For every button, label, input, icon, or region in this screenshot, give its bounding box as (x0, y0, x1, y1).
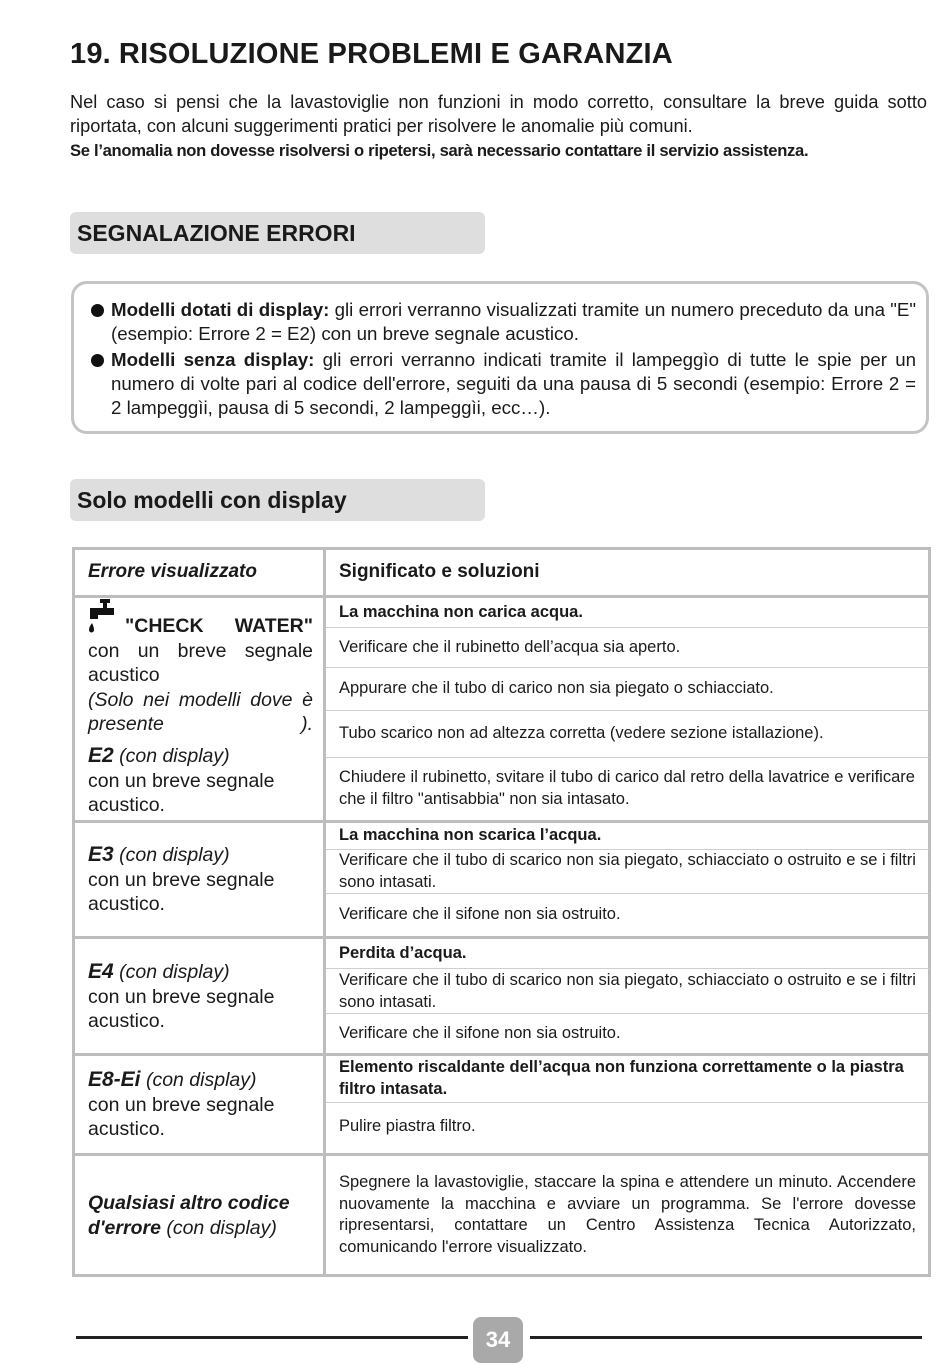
table-row-divider (72, 820, 931, 823)
sub-row-divider (326, 667, 929, 668)
error-code: E2 (88, 744, 114, 767)
section-header-errors: SEGNALAZIONE ERRORI (70, 212, 485, 254)
sub-row-divider (326, 1013, 929, 1014)
bullet-dot-icon (91, 304, 104, 317)
intro-text: Nel caso si pensi che la lavastoviglie non funzioni in modo corretto, consultare la breve guida sotto riportata, con alcuni suggerimenti pratici per risolvere le anomalie più comuni. (70, 92, 927, 136)
error-meaning-title: La macchina non carica acqua. (339, 603, 583, 621)
sub-row-divider (326, 1102, 929, 1103)
section-header-display-models: Solo modelli con display (70, 479, 485, 521)
error-code: E8-Ei (88, 1068, 141, 1091)
error-info-box (71, 281, 929, 434)
beep-text: con un breve segnale acustico. (88, 1093, 275, 1140)
error-meaning-title: La macchina non scarica l’acqua. (339, 826, 602, 844)
error-cell-e3 (88, 843, 313, 917)
error-cell-other-codes (88, 1191, 313, 1240)
display-note: (con display) (113, 745, 230, 767)
solution-item: Spegnere la lavastoviglie, staccare la spina e attendere un minuto. Accendere nuovamente la macchina e avviare un programma. Se l'errore dovesse ripresentarsi, contattare un Centro Assistenza Tecnica Autorizzato, comunicando l'errore visualizzato. (339, 1173, 916, 1256)
bullet-dot-icon (91, 354, 104, 367)
table-header-meaning: Significato e soluzioni (339, 561, 540, 582)
error-cell-check-water (88, 614, 313, 737)
error-code: E3 (88, 843, 114, 866)
beep-text: con un breve segnale acustico. (88, 985, 275, 1032)
bullet-label: Modelli senza display: (111, 349, 315, 370)
check-water-label: "CHECK WATER" (125, 615, 313, 637)
error-meaning-title: Perdita d’acqua. (339, 944, 467, 962)
beep-text: con un breve segnale acustico. (88, 769, 275, 816)
beep-text: con un breve segnale acustico. (88, 868, 275, 915)
sub-row-divider (326, 968, 929, 969)
bullet-text: gli errori verranno visualizzati tramite un numero preceduto da una "E" (esempio: Errore 2 = E2) con un breve segnale acustico. (111, 299, 916, 344)
sub-row-divider (326, 710, 929, 711)
solution-item: Verificare che il tubo di scarico non sia piegato, schiacciato o ostruito e se i filtri sono intasati. (339, 971, 916, 1011)
sub-row-divider (326, 627, 929, 628)
solution-item: Verificare che il tubo di scarico non sia piegato, schiacciato o ostruito e se i filtri sono intasati. (339, 851, 916, 891)
footer-rule-left (76, 1336, 468, 1339)
table-row-divider (72, 936, 931, 939)
display-note: (con display) (160, 1216, 277, 1239)
bullet-label: Modelli dotati di display: (111, 299, 330, 320)
display-note: (con display) (113, 844, 230, 866)
solution-item: Appurare che il tubo di carico non sia piegato o schiacciato. (339, 679, 774, 697)
beep-text: con un breve segnale acustico (88, 639, 313, 686)
footer-rule-right (530, 1336, 922, 1339)
solution-item: Pulire piastra filtro. (339, 1117, 476, 1135)
bullet-display-models (91, 298, 916, 346)
bullet-no-display-models (91, 348, 916, 420)
error-cell-e8-ei (88, 1068, 313, 1142)
solution-item: Verificare che il rubinetto dell’acqua sia aperto. (339, 638, 681, 656)
intro-warning: Se l’anomalia non dovesse risolversi o ripetersi, sarà necessario contattare il servizio assistenza. (70, 141, 809, 160)
error-code: Qualsiasi altro codice d'errore (88, 1192, 290, 1239)
page-number: 34 (473, 1317, 523, 1363)
table-row-divider (72, 1153, 931, 1156)
table-column-divider (323, 547, 326, 1277)
display-note: (con display) (140, 1069, 257, 1091)
table-header-divider (72, 595, 931, 598)
solution-item: Tubo scarico non ad altezza corretta (vedere sezione istallazione). (339, 724, 824, 742)
table-row-divider (72, 1053, 931, 1056)
table-header-error: Errore visualizzato (88, 561, 257, 582)
sub-row-divider (326, 893, 929, 894)
section-title: RISOLUZIONE PROBLEMI E GARANZIA (118, 38, 673, 70)
availability-note: (Solo nei modelli dove è presente ). (88, 688, 313, 735)
solution-item: Verificare che il sifone non sia ostruito. (339, 905, 621, 923)
solution-item: Verificare che il sifone non sia ostruito. (339, 1024, 621, 1042)
error-cell-e4 (88, 960, 313, 1034)
error-meaning-title: Elemento riscaldante dell’acqua non funziona correttamente o la piastra filtro intasata. (339, 1058, 904, 1098)
section-number: 19. (70, 38, 111, 70)
error-cell-e2 (88, 744, 313, 818)
display-note: (con display) (113, 961, 230, 983)
sub-row-divider (326, 757, 929, 758)
solution-item: Chiudere il rubinetto, svitare il tubo di carico dal retro della lavatrice e verificare che il filtro "antisabbia" non sia intasato. (339, 768, 915, 808)
error-code: E4 (88, 960, 114, 983)
bullet-text: gli errori verranno indicati tramite il lampeggìo di tutte le spie per un numero di volte pari al codice dell'errore, seguiti da una pausa di 5 secondi (esempio: Errore 2 = 2 lampeggìi, pausa di 5 secondi, 2 lampeggìi, ecc…). (111, 349, 916, 418)
page-title (70, 38, 673, 71)
